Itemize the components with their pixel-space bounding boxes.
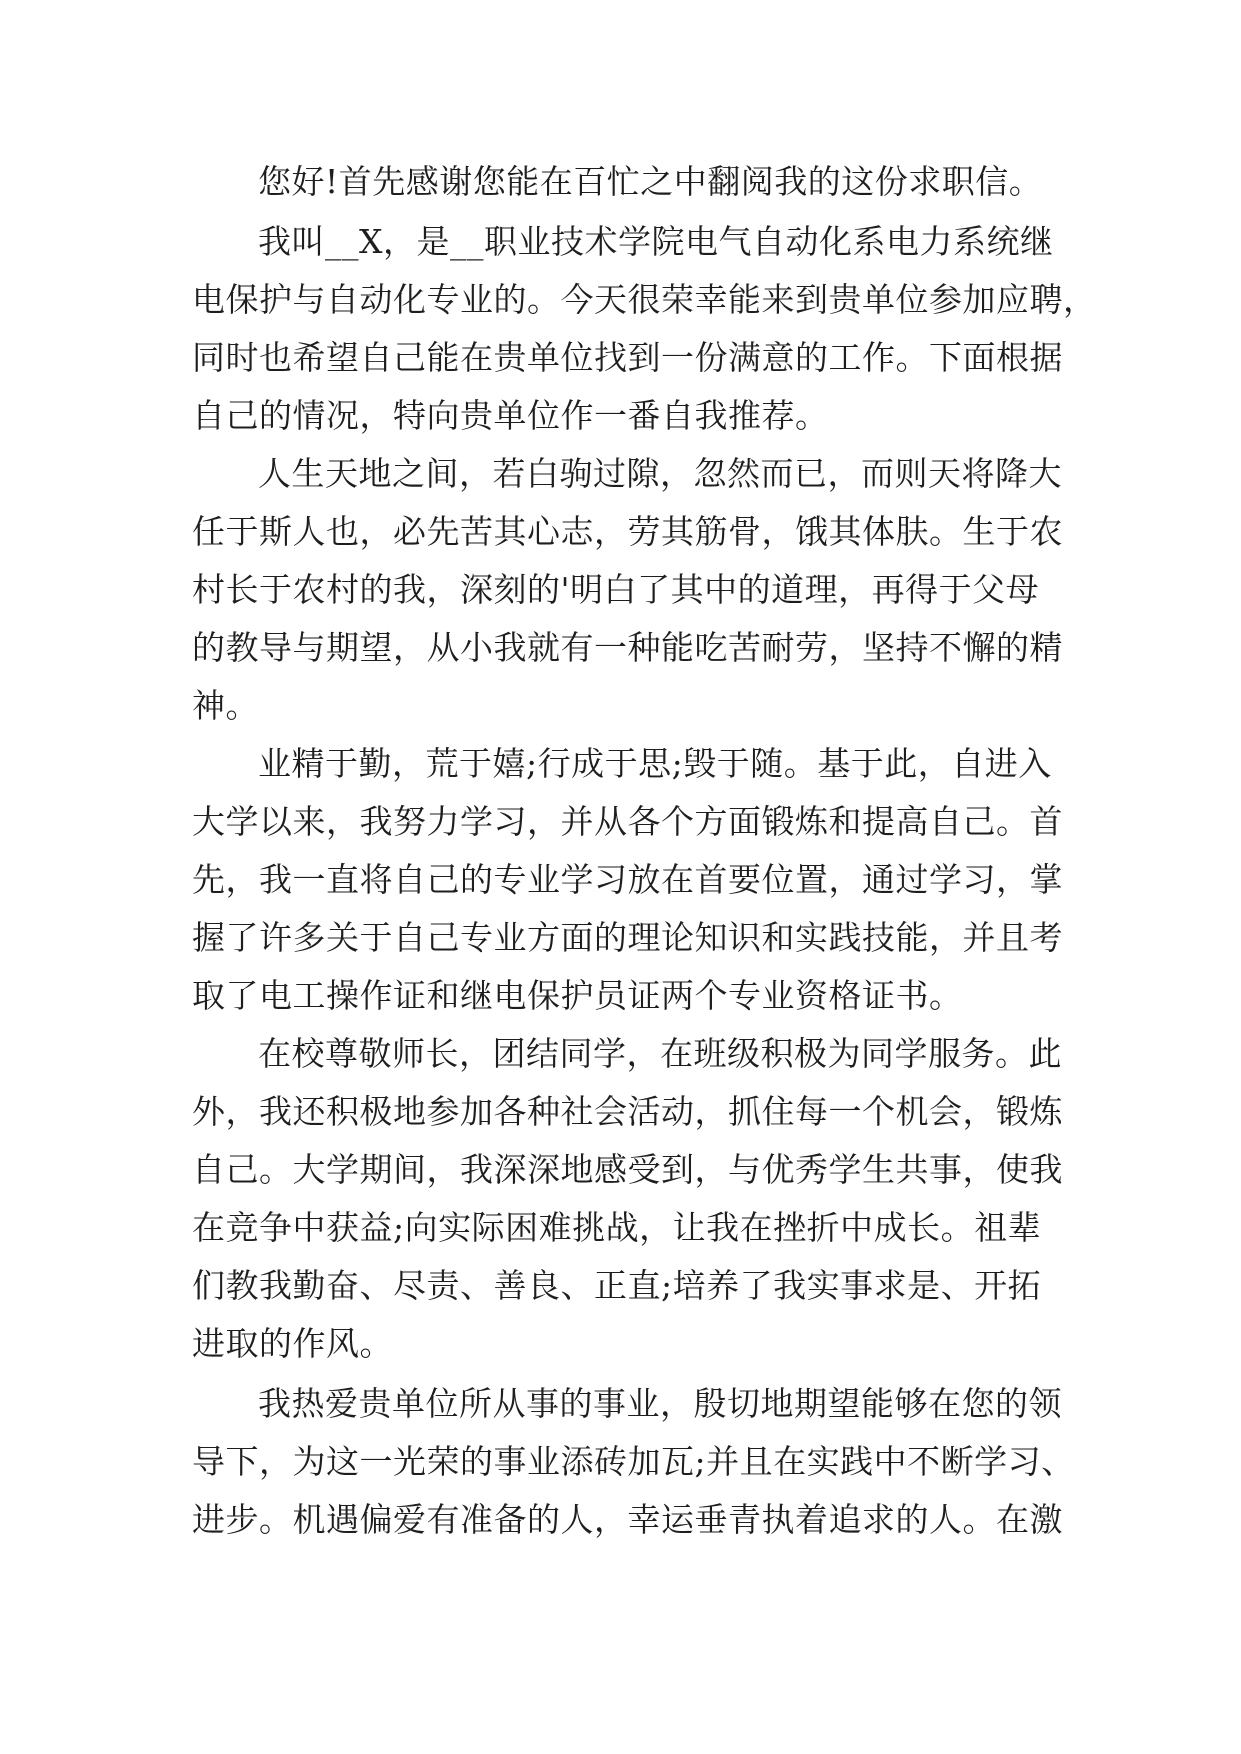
text-line: 导下，为这一光荣的事业添砖加瓦;并且在实践中不断学习、 (192, 1442, 1075, 1481)
text-line: 村长于农村的我，深刻的'明白了其中的道理，再得于父母 (192, 570, 1040, 609)
text-line: 进步。机遇偏爱有准备的人，幸运垂青执着追求的人。在激 (192, 1500, 1063, 1539)
text-line: 在竞争中获益;向实际困难挑战，让我在挫折中成长。祖辈 (192, 1208, 1042, 1247)
text-line: 同时也希望自己能在贵单位找到一份满意的工作。下面根据 (192, 338, 1063, 377)
text-line: 我叫__X，是__职业技术学院电气自动化系电力系统继 (258, 222, 1054, 261)
text-line: 神。 (192, 686, 259, 725)
text-line: 您好!首先感谢您能在百忙之中翻阅我的这份求职信。 (258, 162, 1043, 201)
text-line: 业精于勤，荒于嬉;行成于思;毁于随。基于此，自进入 (258, 744, 1052, 783)
text-line: 自己的情况，特向贵单位作一番自我推荐。 (192, 396, 829, 435)
text-line: 外，我还积极地参加各种社会活动，抓住每一个机会，锻炼 (192, 1092, 1063, 1131)
text-line: 的教导与期望，从小我就有一种能吃苦耐劳，坚持不懈的精 (192, 628, 1063, 667)
text-line: 任于斯人也，必先苦其心志，劳其筋骨，饿其体肤。生于农 (192, 512, 1063, 551)
text-line: 在校尊敬师长，团结同学，在班级积极为同学服务。此 (258, 1034, 1062, 1073)
text-line: 自己。大学期间，我深深地感受到，与优秀学生共事，使我 (192, 1150, 1063, 1189)
text-line: 人生天地之间，若白驹过隙，忽然而已，而则天将降大 (258, 454, 1062, 493)
text-line: 电保护与自动化专业的。今天很荣幸能来到贵单位参加应聘， (192, 280, 1097, 319)
text-line: 我热爱贵单位所从事的事业，殷切地期望能够在您的领 (258, 1384, 1062, 1423)
text-line: 取了电工操作证和继电保护员证两个专业资格证书。 (192, 976, 963, 1015)
text-line: 进取的作风。 (192, 1324, 393, 1363)
text-line: 先，我一直将自己的专业学习放在首要位置，通过学习，掌 (192, 860, 1063, 899)
text-line: 握了许多关于自己专业方面的理论知识和实践技能，并且考 (192, 918, 1063, 957)
text-line: 大学以来，我努力学习，并从各个方面锻炼和提高自己。首 (192, 802, 1063, 841)
text-line: 们教我勤奋、尽责、善良、正直;培养了我实事求是、开拓 (192, 1266, 1042, 1305)
